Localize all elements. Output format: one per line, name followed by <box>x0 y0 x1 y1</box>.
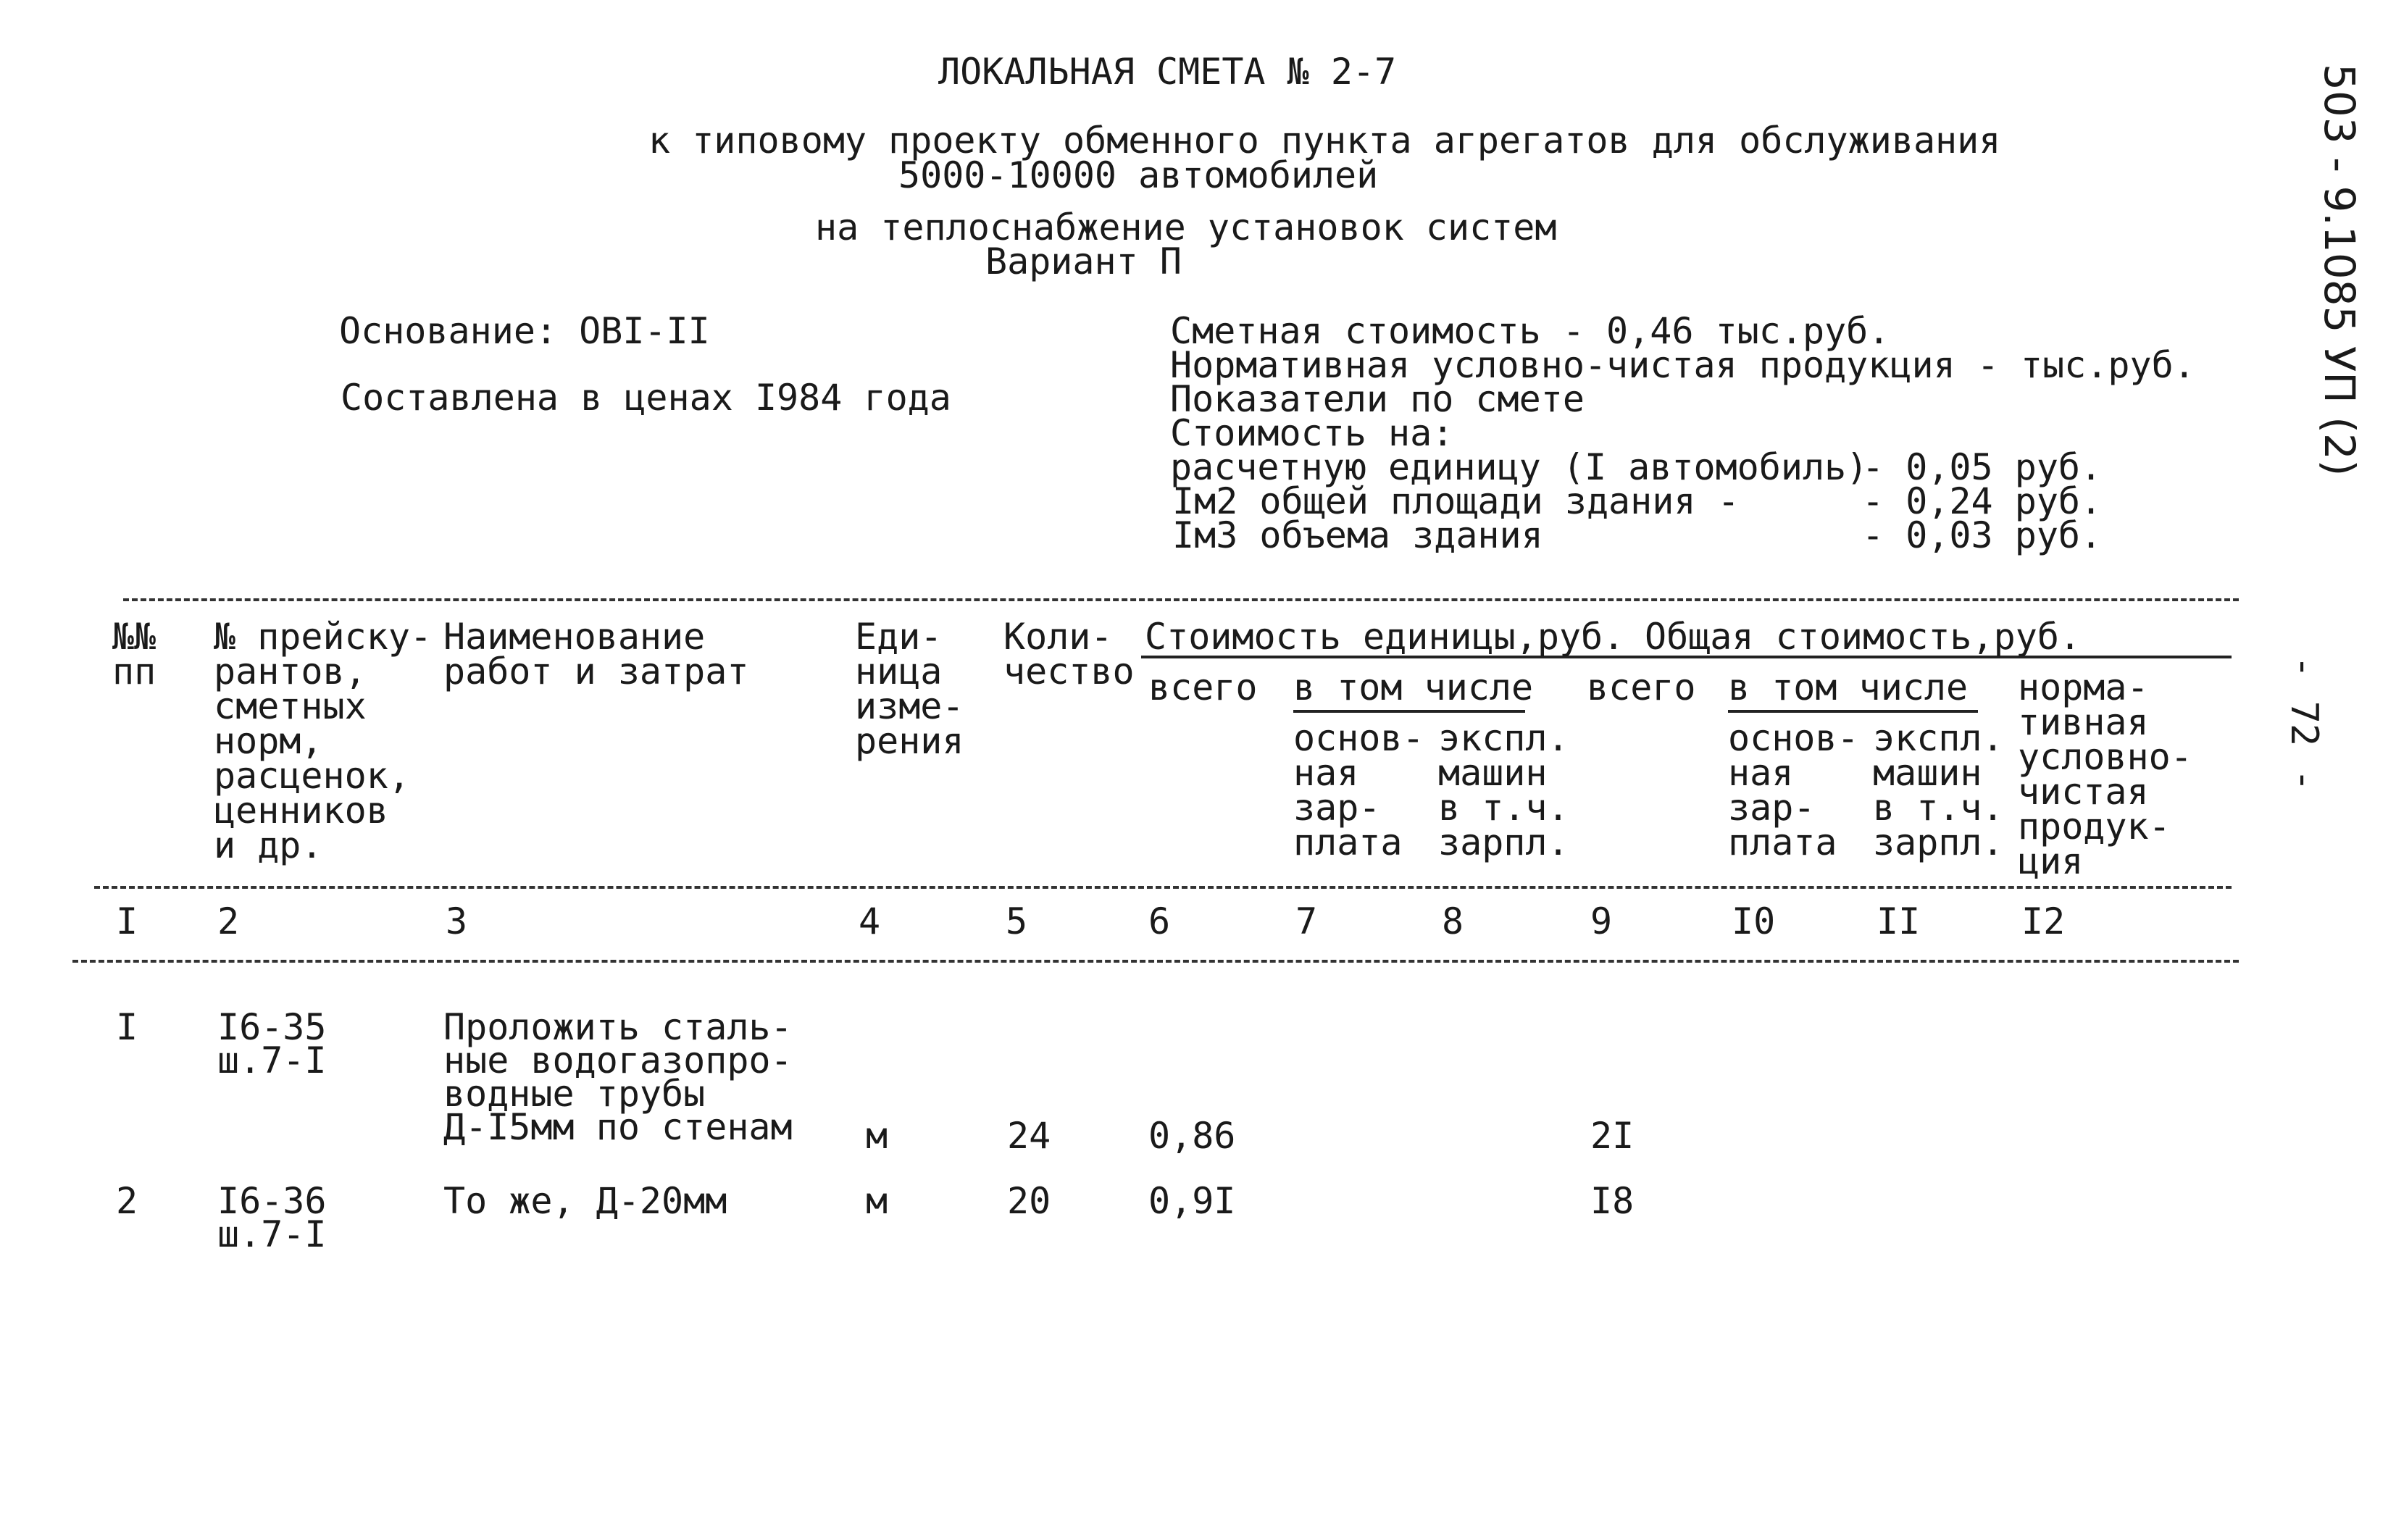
col-number-2: 2 <box>217 900 240 942</box>
row-number: 2 <box>116 1180 138 1222</box>
header-col-normative: норма- тивная условно- чистая продук- ция <box>2018 666 2192 882</box>
col-number-8: 8 <box>1442 900 1464 942</box>
header-col-name: Наименование работ и затрат <box>443 616 749 692</box>
subtitle-variant: Вариант П <box>985 240 1182 283</box>
col-number-10: I0 <box>1732 900 1776 942</box>
summary-cost-on: Стоимость на: <box>1170 412 1454 454</box>
summary-indicators: Показатели по смете <box>1170 378 1585 420</box>
row-unit-cost: 0,9I <box>1148 1180 1236 1222</box>
prices-year-text: Составлена в ценах I984 года <box>341 377 951 419</box>
subtitle-capacity: 5000-10000 автомобилей <box>898 154 1379 196</box>
col-number-7: 7 <box>1295 900 1318 942</box>
row-number: I <box>116 1006 138 1048</box>
col-number-5: 5 <box>1006 900 1028 942</box>
header-bottom-rule <box>94 886 2232 889</box>
row-code: I6-36 ш.7-I <box>217 1180 327 1255</box>
col-number-9: 9 <box>1590 900 1613 942</box>
header-col-unit-total: всего <box>1148 666 1258 708</box>
incl-rule-unit <box>1293 710 1525 713</box>
header-col-total: всего <box>1587 666 1696 708</box>
header-col-total-machines: экспл. машин в т.ч. зарпл. <box>1873 717 2004 863</box>
row-qty: 20 <box>1007 1180 1051 1222</box>
numbers-bottom-rule <box>72 960 2239 963</box>
col-number-6: 6 <box>1148 900 1171 942</box>
row-qty: 24 <box>1007 1115 1051 1157</box>
summary-unit-value: - 0,05 руб. <box>1862 446 2103 488</box>
summary-estimate-cost: Сметная стоимость - 0,46 тыс.руб. <box>1170 310 1890 352</box>
summary-area-label: Iм2 общей площади здания - <box>1172 480 1740 522</box>
header-col-unit-wage: основ- ная зар- плата <box>1293 717 1424 863</box>
summary-volume-label: Iм3 объема здания <box>1172 514 1543 556</box>
col-number-1: I <box>116 900 138 942</box>
col-number-12: I2 <box>2021 900 2066 942</box>
header-col-qty: Коли- чество <box>1003 616 1135 692</box>
incl-rule-total <box>1728 710 1978 713</box>
document-title: ЛОКАЛЬНАЯ СМЕТА № 2-7 <box>938 51 1397 93</box>
col-number-4: 4 <box>859 900 881 942</box>
row-name: Проложить сталь- ные водогазопро- водные трубы Д-I5мм по стенам <box>443 1006 793 1148</box>
col-number-11: II <box>1877 900 1921 942</box>
row-total-cost: I8 <box>1590 1180 1635 1222</box>
subtitle-purpose: на теплоснабжение установок систем <box>815 206 1557 248</box>
row-unit: м <box>866 1180 888 1222</box>
subtitle-project: к типовому проекту обменного пункта агрегатов для обслуживания <box>648 120 2001 162</box>
header-total-including: в том числе <box>1728 666 1969 708</box>
header-col-unit-machines: экспл. машин в т.ч. зарпл. <box>1438 717 1569 863</box>
header-total-cost: Общая стоимость,руб. <box>1645 616 2082 658</box>
row-code: I6-35 ш.7-I <box>217 1006 327 1081</box>
summary-normative-product: Нормативная условно-чистая продукция - тыс.руб. <box>1170 344 2195 386</box>
summary-area-value: - 0,24 руб. <box>1862 480 2103 522</box>
margin-project-code: 503 - 9.1085 УП (2) <box>2315 64 2364 477</box>
header-col-total-wage: основ- ная зар- плата <box>1728 717 1859 863</box>
col-number-3: 3 <box>446 900 468 942</box>
row-total-cost: 2I <box>1590 1115 1635 1157</box>
basis-text: Основание: OBI-II <box>339 310 710 352</box>
header-unit-cost: Стоимость единицы,руб. <box>1145 616 1625 658</box>
summary-volume-value: - 0,03 руб. <box>1862 514 2103 556</box>
table-top-rule <box>123 598 2239 601</box>
row-unit-cost: 0,86 <box>1148 1115 1236 1157</box>
page-number: - 72 - <box>2282 656 2326 792</box>
header-col-unit: Еди- ница изме- рения <box>855 616 964 762</box>
summary-unit-label: расчетную единицу (I автомобиль) <box>1170 446 1869 488</box>
row-unit: м <box>866 1115 888 1157</box>
row-name: То же, Д-20мм <box>443 1180 727 1222</box>
header-unit-including: в том числе <box>1293 666 1534 708</box>
header-col-pricelist: № прейску- рантов, сметных норм, расценок, ценников и др. <box>214 616 433 866</box>
header-col-number: №№ пп <box>112 616 156 692</box>
